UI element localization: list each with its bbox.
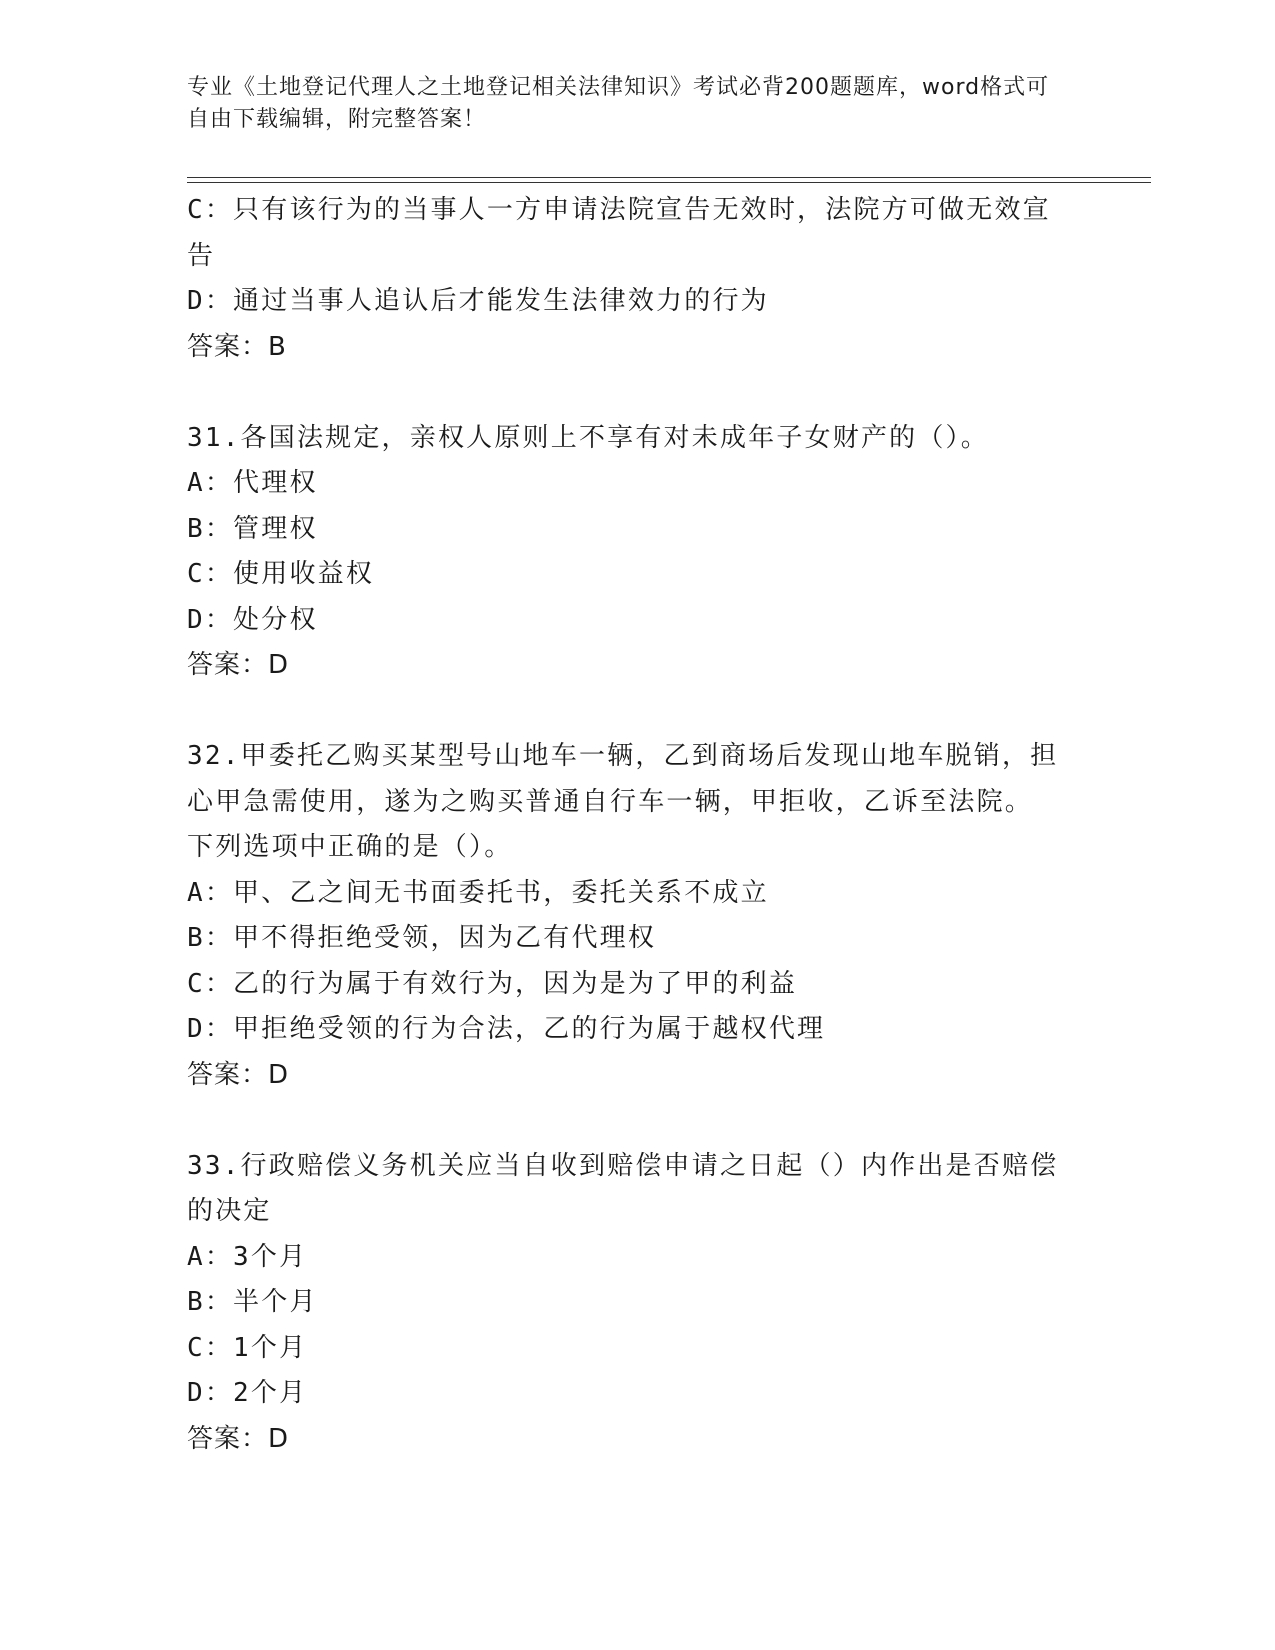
question-32 xyxy=(187,734,1067,1098)
option-c-continued: 告 xyxy=(187,240,216,271)
option-d: D：2个月 xyxy=(187,1378,308,1408)
question-stem-continued: 心甲急需使用，遂为之购买普通自行车一辆，甲拒收，乙诉至法院。 xyxy=(187,786,1034,817)
header-divider-top xyxy=(187,177,1151,178)
option-a: A：3个月 xyxy=(187,1241,308,1272)
question-content xyxy=(187,188,1067,1462)
spacer xyxy=(187,689,1067,735)
option-d: D：处分权 xyxy=(187,604,318,635)
option-c: C：只有该行为的当事人一方申请法院宣告无效时，法院方可做无效宣 xyxy=(187,195,1051,225)
answer: 答案：D xyxy=(187,1423,290,1454)
spacer xyxy=(187,1098,1067,1144)
question-stem-continued: 下列选项中正确的是（）。 xyxy=(187,832,513,862)
answer: 答案：D xyxy=(187,1059,290,1090)
option-b: B：甲不得拒绝受领，因为乙有代理权 xyxy=(187,923,657,953)
option-d: D：通过当事人追认后才能发生法律效力的行为 xyxy=(187,286,769,316)
spacer xyxy=(187,370,1067,416)
option-c: C：乙的行为属于有效行为，因为是为了甲的利益 xyxy=(187,968,798,999)
answer: 答案：D xyxy=(187,650,290,680)
question-33 xyxy=(187,1144,1067,1463)
option-b: B：半个月 xyxy=(187,1287,318,1317)
answer: 答案：B xyxy=(187,331,287,362)
option-a: A：甲、乙之间无书面委托书，委托关系不成立 xyxy=(187,877,769,908)
document-header: 专业《土地登记代理人之土地登记相关法律知识》考试必背200题题库，word格式可自由下载编辑，附完整答案！ xyxy=(187,75,1050,132)
option-c: C：使用收益权 xyxy=(187,559,375,589)
question-stem: 32.甲委托乙购买某型号山地车一辆，乙到商场后发现山地车脱销，担 xyxy=(187,741,1059,771)
option-b: B：管理权 xyxy=(187,513,318,544)
option-c: C：1个月 xyxy=(187,1332,308,1363)
question-stem: 31.各国法规定，亲权人原则上不享有对未成年子女财产的（）。 xyxy=(187,422,989,453)
question-31 xyxy=(187,416,1067,689)
question-30-continued xyxy=(187,188,1067,370)
question-stem-continued: 的决定 xyxy=(187,1196,272,1226)
question-stem: 33.行政赔偿义务机关应当自收到赔偿申请之日起（）内作出是否赔偿 xyxy=(187,1150,1059,1181)
option-d: D：甲拒绝受领的行为合法，乙的行为属于越权代理 xyxy=(187,1014,826,1044)
header-divider-bottom xyxy=(187,182,1151,183)
option-a: A：代理权 xyxy=(187,468,318,498)
